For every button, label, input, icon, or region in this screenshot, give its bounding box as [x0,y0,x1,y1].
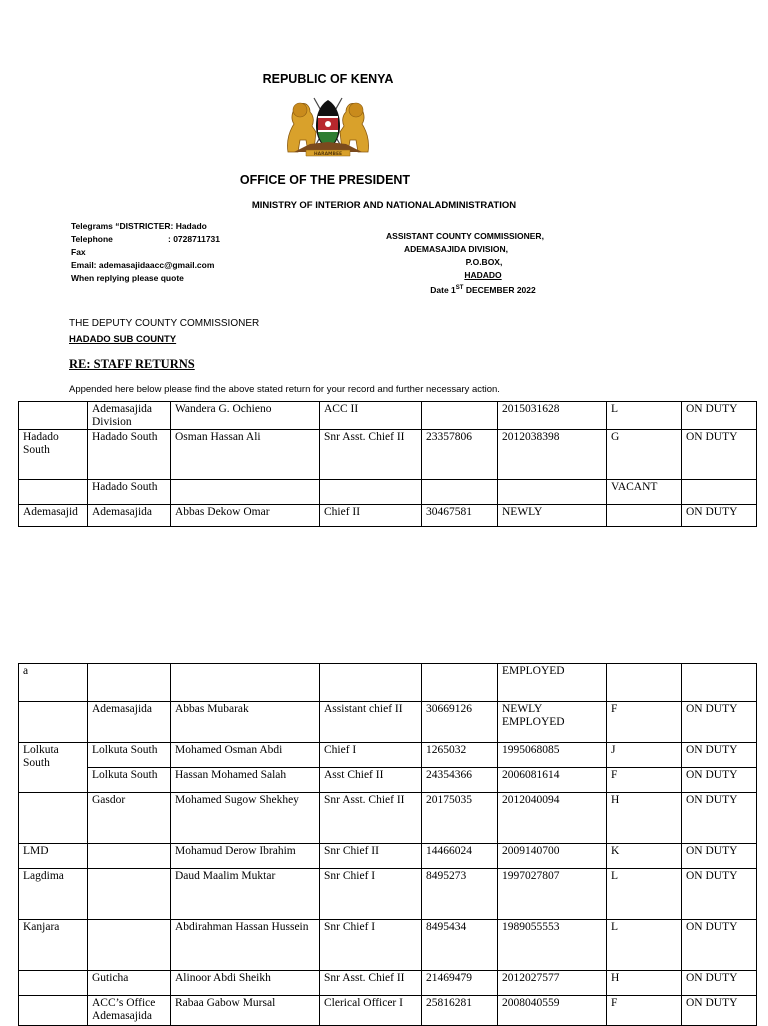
name-cell: Wandera G. Ochieno [171,402,320,430]
personal-no-cell [498,480,607,505]
name-cell: Abbas Mubarak [171,702,320,743]
telephone-line [71,233,220,246]
designation-cell: Clerical Officer I [320,996,422,1026]
status-cell: ON DUTY [682,793,757,844]
staff-table-2 [18,663,757,1026]
status-cell: ON DUTY [682,844,757,869]
location-cell: Hadado South [88,430,171,480]
status-cell [682,480,757,505]
date-sup: ST [455,285,464,291]
station-cell [19,402,88,430]
date-suffix: DECEMBER 2022 [463,284,536,295]
grade-cell: L [607,869,682,920]
table-row [19,869,757,920]
id-cell: 24354366 [422,768,498,793]
status-cell: ON DUTY [682,768,757,793]
designation-cell [320,480,422,505]
status-cell: ON DUTY [682,402,757,430]
coat-of-arms [280,90,376,160]
id-cell: 21469479 [422,971,498,996]
designation-cell: Asst Chief II [320,768,422,793]
table-row [19,793,757,844]
id-cell [422,480,498,505]
location-cell: Gasdor [88,793,171,844]
address-line-2: ADEMASAJIDA DIVISION, [403,244,509,254]
location-cell: Ademasajida Division [88,402,171,430]
id-cell: 30467581 [422,505,498,527]
status-cell: ON DUTY [682,971,757,996]
address-line-1: ASSISTANT COUNTY COMMISSIONER, [386,231,544,241]
location-cell: Lolkuta South [88,743,171,768]
table-row [19,844,757,869]
table-row [19,920,757,971]
table-row [19,402,757,430]
station-cell: Lagdima [19,869,88,920]
address-block [370,230,560,297]
location-cell [88,869,171,920]
grade-cell: L [607,402,682,430]
designation-cell: Assistant chief II [320,702,422,743]
name-cell: Hassan Mohamed Salah [171,768,320,793]
location-cell: Guticha [88,971,171,996]
coat-of-arms-emblem [280,90,376,160]
grade-cell: F [607,702,682,743]
table-row [19,702,757,743]
table-row [19,971,757,996]
status-cell [682,664,757,702]
grade-cell: J [607,743,682,768]
personal-no-cell: 1989055553 [498,920,607,971]
name-cell [171,664,320,702]
id-cell: 23357806 [422,430,498,480]
id-cell: 14466024 [422,844,498,869]
personal-no-cell: 1995068085 [498,743,607,768]
table-row [19,768,757,793]
table-row [19,743,757,768]
designation-cell: Chief II [320,505,422,527]
name-cell: Osman Hassan Ali [171,430,320,480]
station-cell: Ademasajid [19,505,88,527]
status-cell: ON DUTY [682,430,757,480]
grade-cell [607,505,682,527]
ministry-title: MINISTRY OF INTERIOR AND NATIONALADMINISTRATION [251,200,517,211]
intro-text: Appended here below please find the above stated return for your record and further necessary action. [69,384,500,395]
name-cell: Alinoor Abdi Sheikh [171,971,320,996]
personal-no-cell: 1997027807 [498,869,607,920]
personal-no-cell: 2012027577 [498,971,607,996]
station-cell: Lolkuta South [19,743,88,793]
station-cell [19,996,88,1026]
grade-cell: K [607,844,682,869]
table-row [19,664,757,702]
motto-text: HARAMBEE [313,152,343,157]
grade-cell: VACANT [607,480,682,505]
location-cell: ACC’s Office Ademasajida [88,996,171,1026]
fax-line: Fax [71,247,86,257]
id-cell: 8495434 [422,920,498,971]
id-cell: 1265032 [422,743,498,768]
grade-cell [607,664,682,702]
designation-cell: Snr Chief I [320,869,422,920]
country-title: REPUBLIC OF KENYA [262,72,394,86]
personal-no-cell: NEWLY [498,505,607,527]
personal-no-cell: 2008040559 [498,996,607,1026]
name-cell: Abdirahman Hassan Hussein [171,920,320,971]
name-cell: Mohamed Osman Abdi [171,743,320,768]
personal-no-cell: 2009140700 [498,844,607,869]
name-cell: Daud Maalim Muktar [171,869,320,920]
grade-cell: L [607,920,682,971]
station-cell: Hadado South [19,430,88,480]
station-cell [19,971,88,996]
telegrams-line: Telegrams “DISTRICTER: Hadado [71,221,207,231]
station-cell [19,702,88,743]
status-cell: ON DUTY [682,702,757,743]
designation-cell: Snr Chief I [320,920,422,971]
name-cell: Mohamed Sugow Shekhey [171,793,320,844]
recipient-line-2: HADADO SUB COUNTY [69,334,177,345]
designation-cell: Chief I [320,743,422,768]
personal-no-cell: 2006081614 [498,768,607,793]
location-cell [88,664,171,702]
location-cell: Ademasajida [88,505,171,527]
status-cell: ON DUTY [682,996,757,1026]
location-cell [88,920,171,971]
grade-cell: F [607,768,682,793]
station-cell: Kanjara [19,920,88,971]
name-cell: Rabaa Gabow Mursal [171,996,320,1026]
designation-cell: Snr Asst. Chief II [320,430,422,480]
contact-block [71,220,220,285]
personal-no-cell: 2015031628 [498,402,607,430]
id-cell [422,402,498,430]
location-cell [88,844,171,869]
station-cell [19,793,88,844]
office-title: OFFICE OF THE PRESIDENT [239,173,411,187]
name-cell: Abbas Dekow Omar [171,505,320,527]
recipient-line-1: THE DEPUTY COUNTY COMMISSIONER [69,318,260,329]
id-cell: 20175035 [422,793,498,844]
address-line-3: P.O.BOX, [465,257,503,267]
personal-no-cell: NEWLY EMPLOYED [498,702,607,743]
grade-cell: G [607,430,682,480]
name-cell: Mohamud Derow Ibrahim [171,844,320,869]
address-line-4: HADADO [464,270,502,280]
id-cell: 30669126 [422,702,498,743]
id-cell: 8495273 [422,869,498,920]
status-cell: ON DUTY [682,920,757,971]
staff-table-1 [18,401,757,527]
location-cell: Ademasajida [88,702,171,743]
designation-cell [320,664,422,702]
name-cell [171,480,320,505]
personal-no-cell: 2012038398 [498,430,607,480]
grade-cell: H [607,793,682,844]
status-cell: ON DUTY [682,869,757,920]
table-row [19,480,757,505]
personal-no-cell: 2012040094 [498,793,607,844]
table-row [19,505,757,527]
grade-cell: F [607,996,682,1026]
personal-no-cell: EMPLOYED [498,664,607,702]
status-cell: ON DUTY [682,505,757,527]
designation-cell: Snr Asst. Chief II [320,793,422,844]
id-cell: 25816281 [422,996,498,1026]
grade-cell: H [607,971,682,996]
date-line [406,282,560,297]
station-cell: a [19,664,88,702]
designation-cell: Snr Chief II [320,844,422,869]
status-cell: ON DUTY [682,743,757,768]
designation-cell: Snr Asst. Chief II [320,971,422,996]
id-cell [422,664,498,702]
subject-heading: RE: STAFF RETURNS [69,357,195,371]
designation-cell: ACC II [320,402,422,430]
date-prefix: Date 1 [430,284,456,295]
station-cell [19,480,88,505]
quote-line: When replying please quote [71,273,184,283]
location-cell: Hadado South [88,480,171,505]
telephone-label: Telephone [71,234,113,244]
email-line: Email: ademasajidaacc@gmail.com [71,260,215,270]
location-cell: Lolkuta South [88,768,171,793]
station-cell: LMD [19,844,88,869]
table-row [19,430,757,480]
table-row [19,996,757,1026]
telephone-value: : 0728711731 [168,234,220,244]
